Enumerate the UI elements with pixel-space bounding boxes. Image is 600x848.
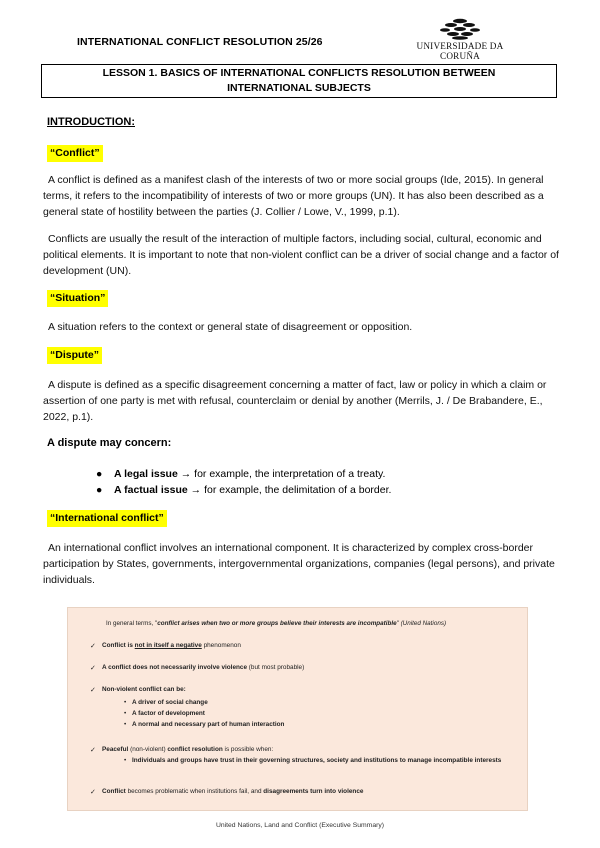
dispute-heading: “Dispute” [47, 347, 102, 364]
dispute-may-concern: A dispute may concern: [47, 437, 172, 449]
figure-caption: United Nations, Land and Conflict (Executive Summary) [215, 822, 385, 829]
figure-subitem: • A driver of social change [124, 697, 284, 708]
lesson-title-box [41, 64, 557, 98]
figure-quote: In general terms, "conflict arises when two or more groups believe their interests are incompatible" (United Nations) [106, 620, 447, 627]
conflict-paragraph-2: Conflicts are usually the result of the interaction of multiple factors, including social, cultural, economic and political elements. It is important to note that non-violent conflict can be a driver of social change and a factor of development (UN). [43, 233, 559, 277]
conflict-heading: “Conflict” [47, 145, 103, 162]
list-item: ● A factual issue → for example, the delimitation of a border. [96, 484, 392, 496]
conflict-paragraph-1: A conflict is defined as a manifest clash of the interests of two or more social groups (Ide, 2015). In general terms, it refers to the incompatibility of interests of two or more groups (UN). It has also been described as a general state of hostility between the parties (J. Collier / Lowe, V., 1999, p.1). [43, 174, 544, 218]
figure-item: ✓ A conflict does not necessarily involve violence (but most probable) [90, 664, 305, 672]
check-icon: ✓ [90, 687, 96, 694]
intro-heading: INTRODUCTION: [47, 116, 135, 128]
course-title: INTERNATIONAL CONFLICT RESOLUTION 25/26 [77, 36, 323, 48]
international-conflict-heading: “International conflict” [47, 510, 167, 527]
un-summary-figure [67, 607, 528, 811]
dispute-paragraph: A dispute is defined as a specific disagreement concerning a matter of fact, law or policy in which a claim or assertion of one party is met with refusal, counterclaim or denial by another (Merrils, J. / De Brabandere, E., 2022, p.1). [43, 379, 547, 423]
international-conflict-paragraph: An international conflict involves an international component. It is characterized by complex cross-border participation by States, governments, intergovernmental organizations, companies (legal persons), and private individuals. [43, 542, 555, 586]
figure-subitem: • A normal and necessary part of human interaction [124, 719, 284, 730]
check-icon: ✓ [90, 643, 96, 650]
check-icon: ✓ [90, 789, 96, 796]
lesson-title: LESSON 1. BASICS OF INTERNATIONAL CONFLICTS RESOLUTION BETWEEN INTERNATIONAL SUBJECTS [102, 67, 496, 94]
figure-subitem: • Individuals and groups have trust in their governing structures, society and institutions to manage incompatible interests [124, 756, 501, 765]
figure-subitem: • A factor of development [124, 708, 284, 719]
figure-item: ✓ Conflict is not in itself a negative phenomenon [90, 642, 241, 650]
dispute-bullet-list [96, 466, 391, 498]
university-logo [404, 18, 516, 61]
university-name: UNIVERSIDADE DA CORUÑA [416, 41, 504, 61]
logo-emblem-icon [437, 18, 483, 40]
figure-item: ✓ Non-violent conflict can be: • A driver of social change • A factor of development • A normal and necessary part of human interaction [88, 686, 284, 730]
situation-heading: “Situation” [47, 290, 108, 307]
situation-paragraph: A situation refers to the context or general state of disagreement or opposition. [48, 321, 413, 333]
figure-item: ✓ Conflict becomes problematic when institutions fail, and disagreements turn into violence [90, 788, 364, 796]
list-item: ● A legal issue → for example, the interpretation of a treaty. [96, 468, 386, 480]
check-icon: ✓ [90, 747, 96, 754]
check-icon: ✓ [90, 665, 96, 672]
figure-item: ✓ Peaceful (non-violent) conflict resolution is possible when: • Individuals and groups have trust in their governing structures, society and institutions to manage incompatible interests [88, 746, 501, 765]
